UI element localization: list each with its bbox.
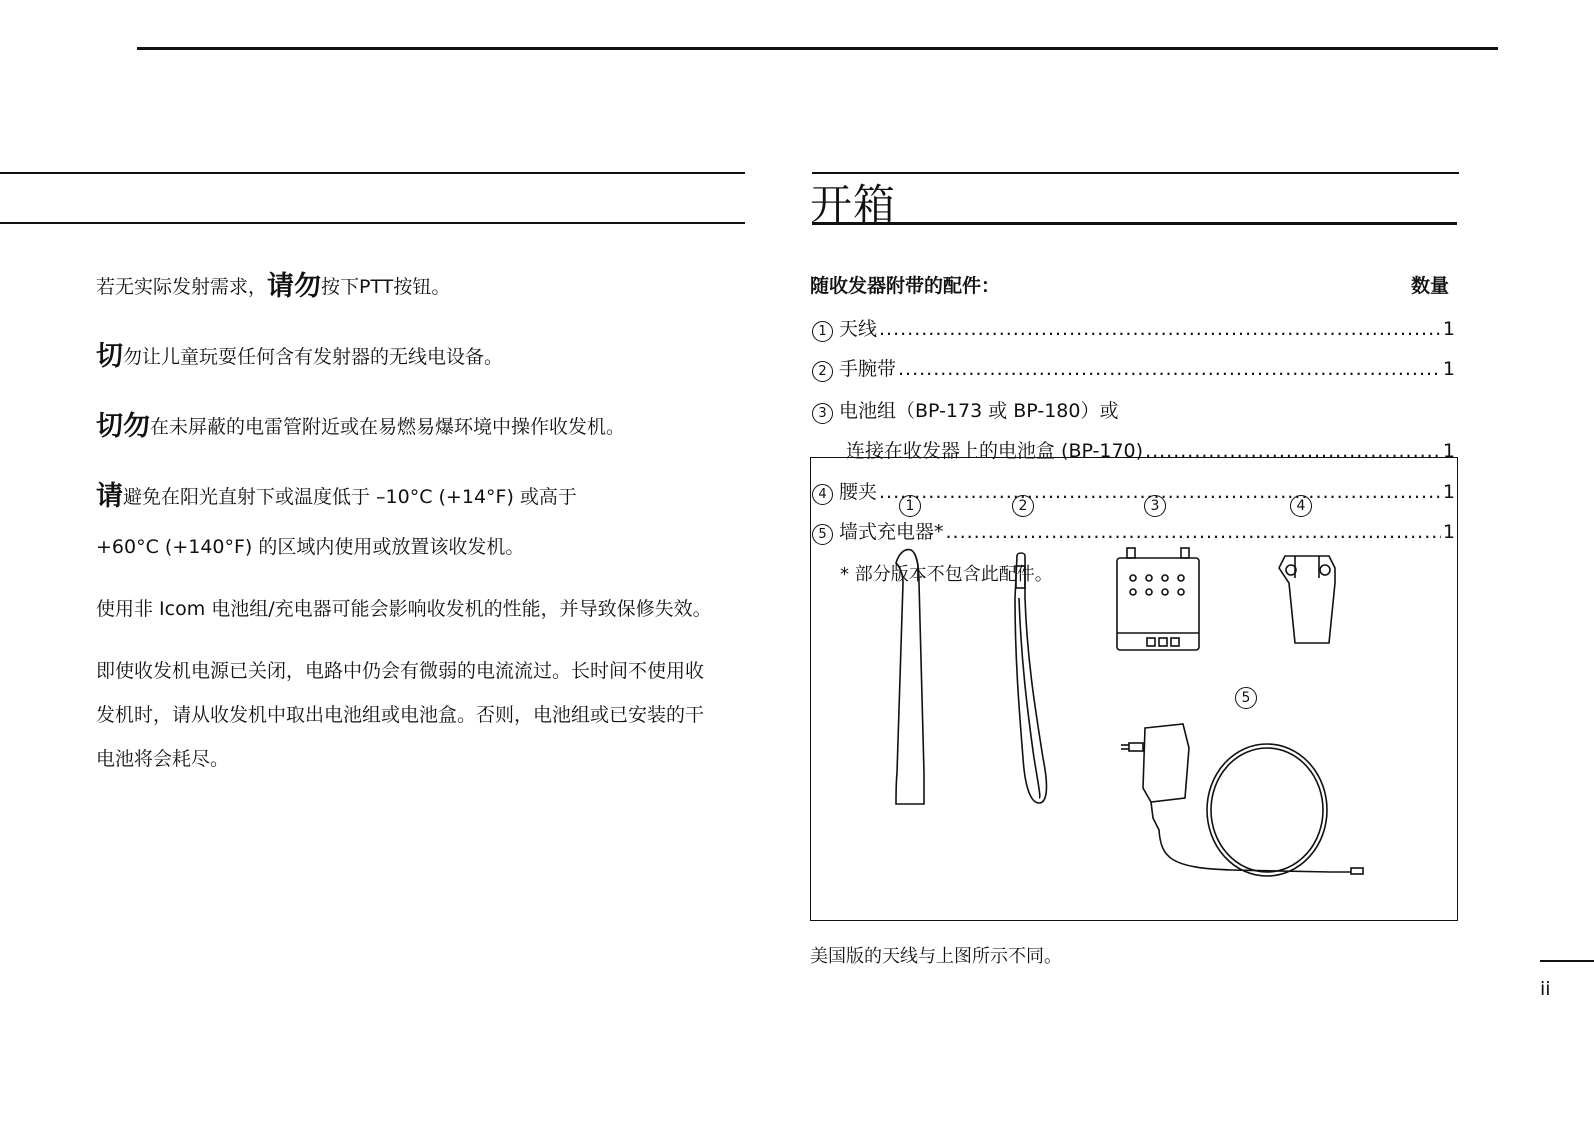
section-title: 开箱 xyxy=(810,180,897,229)
item-qty: 1 xyxy=(1442,440,1455,462)
battery-pack-icon xyxy=(1117,548,1199,650)
item-label: 手腕带 xyxy=(839,358,897,380)
item-label: 墙式充电器* xyxy=(839,521,944,543)
warning-temperature: 请避免在阳光直射下或温度低于 –10°C (+14°F) 或高于 xyxy=(96,481,577,512)
footnote: * 部分版本不包含此配件。 xyxy=(840,564,1053,585)
item-number: 3 xyxy=(812,403,833,424)
left-rule-bottom xyxy=(0,222,745,224)
warning-drain-line3: 电池将会耗尽。 xyxy=(96,748,230,770)
top-rule xyxy=(137,47,1498,50)
illus-number-2: 2 xyxy=(1012,495,1034,517)
page-number: ii xyxy=(1540,978,1551,1000)
item-qty: 1 xyxy=(1442,358,1455,380)
item-number: 5 xyxy=(812,524,833,545)
leader-dots xyxy=(879,318,1441,340)
warning-children: 切勿让儿童玩耍任何含有发射器的无线电设备。 xyxy=(96,341,504,372)
list-item xyxy=(812,396,1455,422)
right-rule-top xyxy=(812,172,1459,174)
item-number: 4 xyxy=(812,484,833,505)
list-item xyxy=(846,436,1455,462)
quantity-header: 数量 xyxy=(1411,275,1450,297)
accessories-header: 随收发器附带的配件： xyxy=(810,275,1001,297)
warning-detonators: 切勿在未屏蔽的电雷管附近或在易燃易爆环境中操作收发机。 xyxy=(96,411,626,442)
list-item xyxy=(812,314,1455,340)
antenna-icon xyxy=(896,550,924,804)
illustration-caption: 美国版的天线与上图所示不同。 xyxy=(810,946,1062,967)
item-number: 2 xyxy=(812,361,833,382)
warning-ptt: 若无实际发射需求，请勿按下PTT按钮。 xyxy=(96,271,451,302)
wall-charger-icon xyxy=(1121,724,1363,876)
leader-dots xyxy=(946,521,1441,543)
left-rule-top xyxy=(0,172,745,174)
leader-dots xyxy=(879,481,1441,503)
warning-non-icom: 使用非 Icom 电池组/充电器可能会影响收发机的性能，并导致保修失效。 xyxy=(96,598,712,620)
warning-temperature-line2: +60°C (+140°F) 的区域内使用或放置该收发机。 xyxy=(96,536,525,558)
leader-dots xyxy=(1145,440,1441,462)
item-qty: 1 xyxy=(1442,481,1455,503)
item-number: 1 xyxy=(812,321,833,342)
item-label: 腰夹 xyxy=(839,481,878,503)
warning-drain-line2: 发机时，请从收发机中取出电池组或电池盒。否则，电池组或已安装的干 xyxy=(96,704,705,726)
right-title-rule xyxy=(812,222,1457,225)
page-number-rule xyxy=(1540,960,1594,962)
wrist-strap-icon xyxy=(1015,553,1046,803)
leader-dots xyxy=(898,358,1441,380)
belt-clip-icon xyxy=(1279,556,1335,643)
item-label: 天线 xyxy=(839,318,878,340)
illus-number-5: 5 xyxy=(1235,687,1257,709)
warning-drain-line1: 即使收发机电源已关闭，电路中仍会有微弱的电流流过。长时间不使用收 xyxy=(96,660,705,682)
item-qty: 1 xyxy=(1442,521,1455,543)
list-item xyxy=(812,517,1455,543)
illus-number-4: 4 xyxy=(1290,495,1312,517)
item-label: 电池组（BP-173 或 BP-180）或 xyxy=(839,400,1119,422)
item-label: 连接在收发器上的电池盒 (BP-170) xyxy=(846,440,1144,462)
list-item xyxy=(812,354,1455,380)
item-qty: 1 xyxy=(1442,318,1455,340)
illus-number-1: 1 xyxy=(899,495,921,517)
illus-number-3: 3 xyxy=(1144,495,1166,517)
list-item xyxy=(812,477,1455,503)
